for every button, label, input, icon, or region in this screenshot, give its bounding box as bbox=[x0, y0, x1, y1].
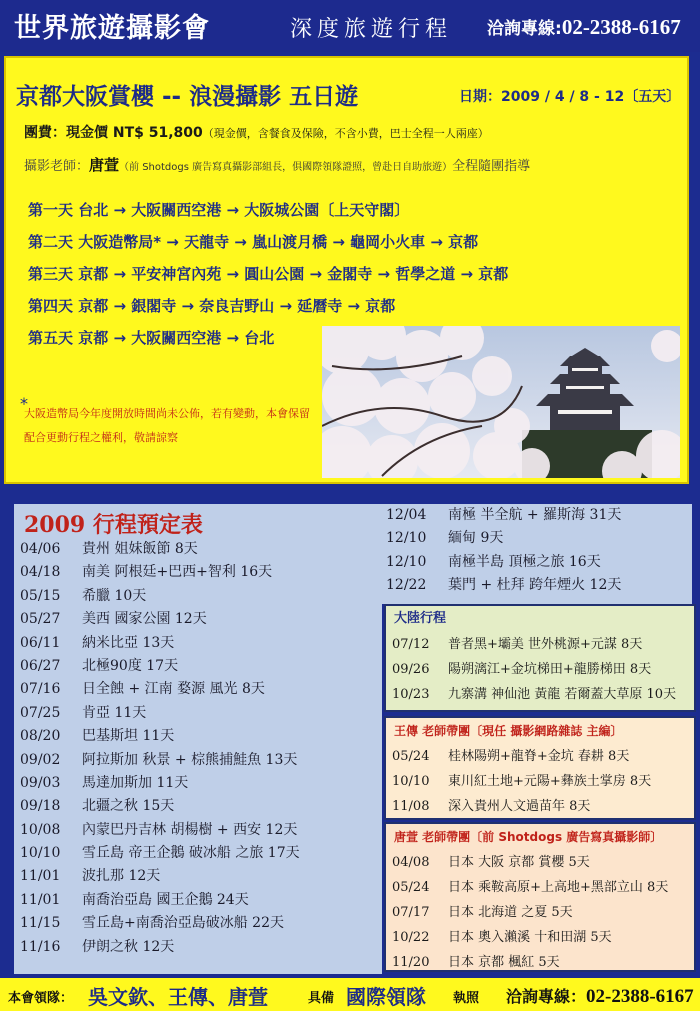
schedule-list bbox=[20, 538, 300, 959]
trip-date: 09/18 bbox=[20, 798, 61, 815]
wang-list bbox=[386, 744, 694, 819]
trip-row bbox=[20, 889, 300, 912]
trip-name: 伊朗之秋 12天 bbox=[82, 938, 175, 955]
trip-row bbox=[20, 678, 300, 701]
trip-name: 日本 奧入瀨溪 十和田湖 5天 bbox=[448, 930, 612, 945]
trip-name: 日本 乘鞍高原+上高地+黑部立山 8天 bbox=[448, 880, 669, 895]
trip-row bbox=[20, 795, 300, 818]
trip-row bbox=[20, 842, 300, 865]
trip-name: 九寨溝 神仙池 黃龍 若爾蓋大草原 10天 bbox=[448, 687, 677, 702]
trip-name: 肯亞 11天 bbox=[82, 704, 147, 721]
trip-date: 11/08 bbox=[392, 799, 430, 814]
mainland-title: 大陸行程 bbox=[394, 611, 447, 626]
itinerary-day: 第五天 京都 → 大阪關西空港 → 台北 bbox=[28, 329, 275, 347]
tang-list bbox=[386, 850, 694, 975]
trip-row bbox=[20, 585, 300, 608]
trip-row bbox=[20, 655, 300, 678]
schedule-panel-continued bbox=[382, 504, 692, 604]
trip-date: 07/17 bbox=[392, 905, 430, 920]
trip-row bbox=[386, 574, 621, 597]
trip-row bbox=[386, 551, 621, 574]
trip-date: 12/10 bbox=[386, 530, 427, 547]
header-bar bbox=[0, 0, 700, 52]
trip-name: 波扎那 12天 bbox=[82, 868, 161, 885]
trip-row bbox=[386, 875, 694, 900]
trip-date: 09/03 bbox=[20, 774, 61, 791]
trip-row bbox=[20, 608, 300, 631]
mainland-list bbox=[386, 632, 694, 707]
trip-name: 日本 北海道 之夏 5天 bbox=[448, 905, 573, 920]
trip-row bbox=[20, 632, 300, 655]
trip-row bbox=[20, 749, 300, 772]
trip-name: 內蒙巴丹吉林 胡楊樹 + 西安 12天 bbox=[82, 821, 298, 838]
trip-name: 東川紅土地+元陽+彝族土掌房 8天 bbox=[448, 774, 652, 789]
trip-date: 04/06 bbox=[20, 541, 61, 557]
trip-row bbox=[20, 702, 300, 725]
leaders-label: 本會領隊： bbox=[8, 991, 74, 1006]
trip-date: 05/24 bbox=[392, 880, 430, 895]
price-text: 團費：現金價 NT$ 51,800 bbox=[24, 125, 203, 141]
trip-row bbox=[386, 900, 694, 925]
trip-name: 南極 半全航 + 羅斯海 31天 bbox=[448, 507, 622, 523]
trip-row bbox=[386, 794, 694, 819]
trip-name: 南喬治亞島 國王企鵝 24天 bbox=[82, 891, 249, 908]
trip-date: 05/15 bbox=[20, 587, 61, 604]
trip-name: 葉門 + 杜拜 跨年煙火 12天 bbox=[448, 577, 622, 594]
trip-name: 雪丘島+南喬治亞島破冰船 22天 bbox=[82, 915, 284, 932]
tour-title: 京都大阪賞櫻 -- 浪漫攝影 五日遊 bbox=[16, 84, 359, 110]
trip-name: 雪丘島 帝王企鵝 破冰船 之旅 17天 bbox=[82, 845, 300, 862]
license-tail: 執照 bbox=[453, 991, 480, 1006]
schedule-title: 2009 行程預定表 bbox=[24, 512, 203, 538]
trip-name: 深入貴州人文過苗年 8天 bbox=[448, 799, 591, 814]
itinerary-day: 第四天 京都 → 銀閣寺 → 奈良吉野山 → 延曆寺 → 京都 bbox=[28, 297, 396, 315]
trip-date: 11/16 bbox=[20, 938, 61, 955]
trip-row bbox=[20, 819, 300, 842]
hotline-label: 洽詢專線: bbox=[487, 19, 562, 39]
trip-name: 日全蝕 + 江南 婺源 風光 8天 bbox=[82, 681, 265, 698]
footer-hotline bbox=[506, 984, 694, 1008]
trip-row bbox=[386, 850, 694, 875]
trip-date: 11/15 bbox=[20, 915, 61, 932]
trip-date: 07/25 bbox=[20, 704, 61, 721]
trip-row bbox=[20, 936, 300, 959]
trip-row bbox=[386, 657, 694, 682]
footer-hotline-label: 洽詢專線： bbox=[506, 987, 587, 1006]
itinerary-day: 第一天 台北 → 大阪關西空港 → 大阪城公園〔上天守閣〕 bbox=[28, 201, 410, 219]
schedule-panel bbox=[14, 504, 382, 974]
leaders-names: 吳文欽、王傳、唐萱 bbox=[88, 985, 268, 1009]
trip-name: 北極90度 17天 bbox=[82, 657, 179, 674]
trip-date: 05/27 bbox=[20, 611, 61, 628]
trip-row bbox=[386, 632, 694, 657]
trip-name: 美西 國家公園 12天 bbox=[82, 611, 207, 628]
trip-date: 09/02 bbox=[20, 751, 61, 768]
trip-row bbox=[20, 538, 300, 561]
teacher-tail: 全程隨團指導 bbox=[452, 159, 531, 174]
license-label: 國際領隊 bbox=[346, 985, 426, 1009]
trip-date: 07/16 bbox=[20, 681, 61, 698]
trip-date: 11/01 bbox=[20, 891, 61, 908]
trip-name: 普者黑+壩美 世外桃源+元謀 8天 bbox=[448, 637, 643, 652]
trip-date: 09/26 bbox=[392, 662, 430, 677]
trip-row bbox=[386, 744, 694, 769]
teacher-name: 唐萱 bbox=[89, 156, 120, 174]
trip-date: 10/10 bbox=[20, 845, 61, 862]
trip-date: 10/23 bbox=[392, 687, 430, 702]
price-note: （現金價，含餐食及保險，不含小費，巴士全程一人兩座） bbox=[202, 127, 489, 140]
trip-date: 12/22 bbox=[386, 577, 427, 594]
trip-date: 10/08 bbox=[20, 821, 61, 838]
trip-row bbox=[386, 504, 621, 527]
schedule-note bbox=[20, 394, 314, 450]
trip-date: 12/10 bbox=[386, 553, 427, 570]
trip-date: 10/10 bbox=[392, 774, 430, 789]
header-subtitle: 深度旅遊行程 bbox=[290, 17, 453, 42]
trip-name: 日本 大阪 京都 賞櫻 5天 bbox=[448, 855, 590, 870]
tour-date: 日期：2009 / 4 / 8 - 12〔五天〕 bbox=[459, 89, 681, 105]
trip-date: 04/08 bbox=[392, 855, 430, 870]
trip-row bbox=[386, 950, 694, 975]
trip-name: 巴基斯坦 11天 bbox=[82, 728, 175, 745]
teacher-note: （前 Shotdogs 廣告寫真攝影部組長，俱國際領隊證照，曾赴日自助旅遊） bbox=[119, 162, 453, 173]
mainland-trips-box bbox=[384, 604, 696, 712]
note-text: 大阪造幣局今年度開放時間尚未公佈，若有變動，本會保留配合更動行程之權利，敬請諒察 bbox=[24, 407, 310, 444]
itinerary-day: 第三天 京都 → 平安神宮內苑 → 圓山公園 → 金閣寺 → 哲學之道 → 京都 bbox=[28, 265, 509, 283]
trip-row bbox=[20, 561, 300, 584]
tang-trips-box bbox=[384, 822, 696, 972]
trip-name: 桂林陽朔+龍脊+金坑 春耕 8天 bbox=[448, 749, 630, 764]
footer-hotline-number: 02-2388-6167 bbox=[586, 986, 694, 1007]
trip-date: 11/20 bbox=[392, 955, 430, 970]
trip-row bbox=[386, 925, 694, 950]
osaka-castle-cherry-blossom-photo bbox=[322, 326, 680, 478]
trip-date: 07/12 bbox=[392, 637, 430, 652]
trip-name: 阿拉斯加 秋景 + 棕熊捕鮭魚 13天 bbox=[82, 751, 298, 768]
trip-date: 11/01 bbox=[20, 868, 61, 885]
trip-date: 10/22 bbox=[392, 930, 430, 945]
trip-row bbox=[20, 725, 300, 748]
wang-title: 王傳 老師帶團〔現任 攝影網路雜誌 主編〕 bbox=[394, 724, 623, 738]
trip-name: 希臘 10天 bbox=[82, 587, 147, 604]
tour-price bbox=[24, 122, 489, 142]
tang-title: 唐萱 老師帶團〔前 Shotdogs 廣告寫真攝影師〕 bbox=[394, 830, 663, 844]
asterisk: * bbox=[20, 394, 28, 413]
header-hotline bbox=[487, 14, 681, 40]
trip-name: 馬達加斯加 11天 bbox=[82, 774, 189, 791]
trip-date: 12/04 bbox=[386, 507, 427, 523]
itinerary-day: 第二天 大阪造幣局* → 天龍寺 → 嵐山渡月橋 → 龜岡小火車 → 京都 bbox=[28, 233, 479, 251]
footer-bar bbox=[0, 978, 700, 1011]
org-title: 世界旅遊攝影會 bbox=[14, 13, 210, 44]
trip-name: 日本 京都 楓紅 5天 bbox=[448, 955, 560, 970]
featured-tour-box bbox=[4, 56, 689, 484]
trip-date: 04/18 bbox=[20, 564, 61, 581]
trip-name: 納米比亞 13天 bbox=[82, 634, 175, 651]
trip-row bbox=[20, 772, 300, 795]
trip-row bbox=[20, 865, 300, 888]
trip-date: 06/11 bbox=[20, 634, 61, 651]
trip-date: 06/27 bbox=[20, 657, 61, 674]
trip-name: 南極半島 頂極之旅 16天 bbox=[448, 553, 601, 570]
trip-name: 緬甸 9天 bbox=[448, 530, 504, 547]
trip-name: 南美 阿根廷+巴西+智利 16天 bbox=[82, 564, 273, 581]
trip-name: 北疆之秋 15天 bbox=[82, 798, 175, 815]
trip-row bbox=[386, 769, 694, 794]
tour-teacher bbox=[24, 154, 530, 175]
trip-name: 陽朔漓江+金坑梯田+龍勝梯田 8天 bbox=[448, 662, 652, 677]
hotline-number: 02-2388-6167 bbox=[561, 15, 681, 39]
trip-row bbox=[20, 912, 300, 935]
schedule-list-continued bbox=[386, 504, 621, 598]
has-label: 具備 bbox=[308, 991, 335, 1006]
teacher-label: 攝影老師： bbox=[24, 159, 90, 174]
trip-row bbox=[386, 527, 621, 550]
trip-row bbox=[386, 682, 694, 707]
wang-trips-box bbox=[384, 716, 696, 820]
trip-date: 08/20 bbox=[20, 728, 61, 745]
trip-date: 05/24 bbox=[392, 749, 430, 764]
trip-name: 貴州 姐妹飯節 8天 bbox=[82, 541, 198, 557]
